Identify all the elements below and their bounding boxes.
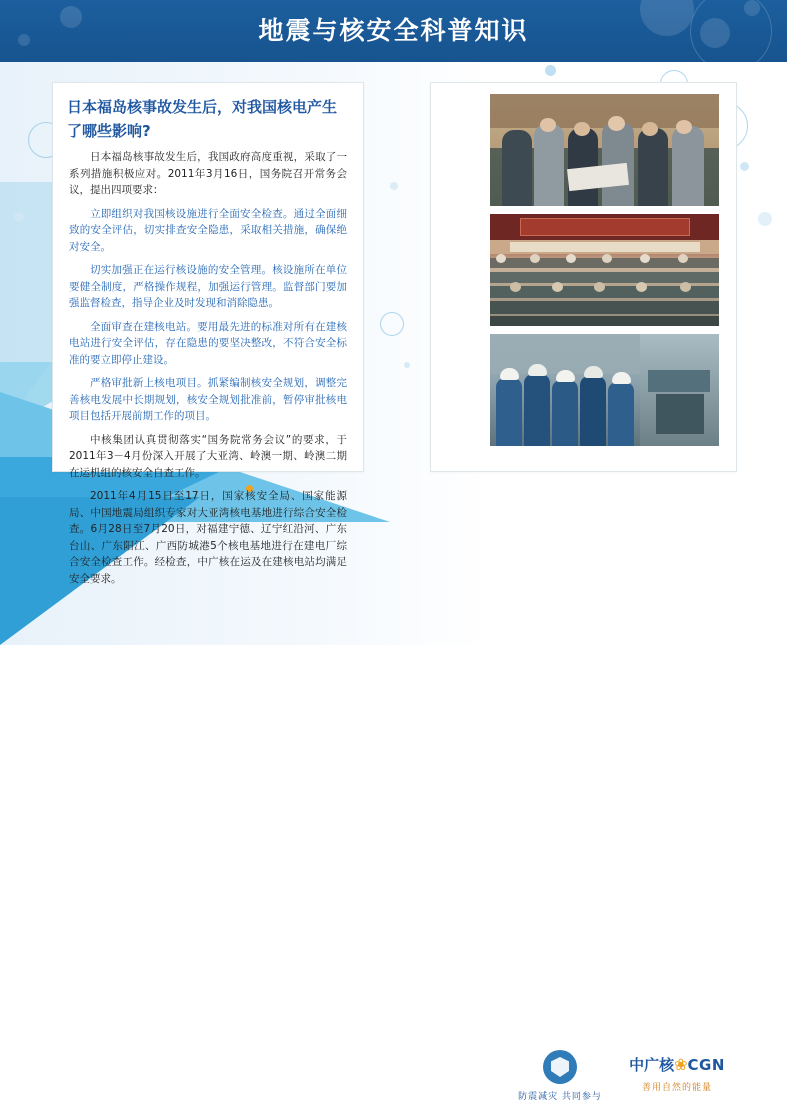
poster-header (0, 0, 787, 62)
decor-dot (545, 65, 556, 76)
decor-dot (758, 212, 772, 226)
cgn-wordmark-cn: 中广核 (629, 1056, 675, 1074)
article-question-title: 日本福岛核事故发生后，对我国核电产生了哪些影响? (67, 98, 338, 140)
decor-dot (390, 182, 398, 190)
decor-dot (740, 162, 749, 171)
nnsa-shield-icon (543, 1050, 577, 1084)
decor-dot (14, 212, 24, 222)
article-paragraph: 日本福岛核事故发生后，我国政府高度重视，采取了一系列措施积极应对。2011年3月16日，国务院召开常务会议，提出四项要求： (69, 151, 347, 196)
photo-inspection-meeting (490, 94, 719, 206)
footer-logo-cgn-caption: 善用自然的能量 (641, 1083, 712, 1093)
decor-dot (404, 362, 410, 368)
article-paragraph: 切实加强正在运行核设施的安全管理。核设施所在单位要健全制度，严格操作规程，加强运行管理。监督部门要加强监督检查，指导企业及时发现和消除隐患。 (69, 264, 347, 309)
article-paragraph: 全面审查在建核电站。要用最先进的标准对所有在建核电站进行安全评估，存在隐患的要坚决整改，不符合安全标准的要立即停止建设。 (69, 320, 347, 366)
decor-ring (380, 312, 404, 336)
cgn-wordmark-lat: CGN (687, 1056, 725, 1074)
page-title: 地震与核安全科普知识 (258, 16, 529, 45)
cgn-swirl-icon: ❀ (674, 1055, 688, 1074)
photo-plant-site-visit (490, 334, 719, 446)
article-paragraph: 严格审批新上核电项目。抓紧编制核安全规划，调整完善核电发展中长期规划，核安全规划批准前，暂停审批核电项目包括开展前期工作的项目。 (69, 377, 347, 422)
cgn-logo-icon (618, 1054, 736, 1075)
footer-logo-cgn (618, 1054, 736, 1093)
photo-conference-hall (490, 214, 719, 326)
footer-logo-nnsa (505, 1050, 615, 1102)
article-card (52, 82, 364, 585)
footer-logo-nnsa-caption: 防震减灾 共同参与 (518, 1092, 602, 1102)
article-paragraph: 中核集团认真贯彻落实“国务院常务会议”的要求，于2011年3－4月份深入开展了大亚湾、岭澳一期、岭澳二期在运机组的核安全自查工作。 (69, 433, 347, 479)
article-paragraph: 2011年4月15日至17日，国家核安全局、国家能源局、中国地震局组织专家对大亚湾核电基地进行综合安全检查。6月28日至7月20日，对福建宁德、辽宁红沿河、广东台山、广东阳江、广西防城港5个核电基地进行在建电厂综合安全检查工作。经检查，中广核在运及在建核电站均满足安全要求。 (69, 490, 347, 585)
article-paragraph: 立即组织对我国核设施进行全面安全检查。通过全面细致的安全评估，切实排查安全隐患，采取相关措施，确保绝对安全。 (69, 207, 347, 253)
poster-footer (0, 520, 787, 1102)
